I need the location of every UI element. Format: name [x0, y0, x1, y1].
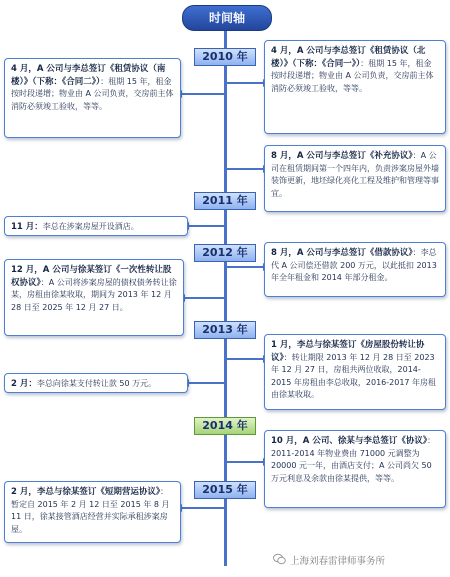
event-body: ：租期 15 年，租金按时段递增；物业由 A 公司负责，交房前主体消防必须竣工验收，等等。 [11, 76, 174, 111]
event-box [264, 40, 446, 134]
connector-e2 [227, 82, 264, 84]
year-2013: 2013 年 [194, 321, 256, 339]
event-heading: 4 月，A 公司与李总签订《租赁协议（北楼）》（下称：《合同一》） [271, 46, 426, 69]
year-2011: 2011 年 [194, 192, 256, 210]
event-body: ：2011-2014 年物业费由 71000 元调整为 20000 元一年，由酒店支付；A 公司尚欠 50 万元利息及余款由徐某提供，等等。 [271, 436, 436, 483]
event-body: ：暂定自 2015 年 2 月 12 日至 2015 年 8 月 11 日，徐某接管酒店经营并实际承租涉案房屋。 [11, 487, 170, 534]
connector-e6 [184, 297, 224, 299]
event-box [264, 145, 446, 212]
event-box [4, 216, 188, 236]
event-box [264, 334, 446, 410]
watermark-text: 上海刘春雷律师事务所 [290, 556, 386, 567]
event-heading: 8 月，A 公司与李总签订《补充协议》 [271, 151, 413, 161]
connector-e1 [181, 93, 224, 95]
event-box [264, 430, 446, 508]
event-body: ：租期 15 年，租金按时段递增；物业由 A 公司负责，交房前主体消防必须竣工验收，等等。 [271, 58, 434, 93]
connector-e7 [227, 358, 264, 360]
connector-e8 [188, 382, 224, 384]
event-body: 李总在涉案房屋开设酒店。 [42, 222, 139, 231]
event-box [4, 481, 181, 543]
event-box [264, 242, 446, 297]
event-heading: 11 月： [11, 222, 43, 232]
event-heading: 12 月，A 公司与徐某签订《一次性转让股权协议》 [11, 265, 172, 288]
event-heading: 4 月，A 公司与李总签订《租赁协议（南楼）》（下称：《合同二》） [11, 64, 166, 87]
year-2014: 2014 年 [194, 417, 256, 435]
event-heading: 2 月： [11, 379, 37, 389]
event-body: ：A 公司在租赁期间第一个四年内，负责涉案房屋外墙装饰更新，地坯绿化亮化工程及维护和管理等事宜。 [271, 151, 439, 198]
event-body: ：转让期限 2013 年 12 月 28 日至 2023 年 12 月 27 日，房租共两位收取，2014-2015 年房租由李总收取，2016-2017 年房租由徐某收取。 [271, 352, 437, 399]
event-heading: 10 月，A 公司、徐某与李总签订《协议》 [271, 436, 428, 446]
connector-e3 [227, 168, 264, 170]
year-2010: 2010 年 [194, 48, 256, 66]
event-body: 李总向徐某支付转让款 50 万元。 [36, 379, 157, 388]
event-body: ：A 公司将涉案房屋的债权债务转让徐某，房租由徐某收取，期间为 2013 年 12 月 28 日至 2025 年 12 月 27 日。 [11, 277, 177, 312]
event-heading: 8 月，A 公司与李总签订《借款协议》 [271, 248, 413, 258]
timeline-title: 时间轴 [182, 5, 272, 31]
event-box [4, 259, 184, 336]
connector-e5 [227, 266, 264, 268]
connector-e10 [181, 507, 224, 509]
connector-e9 [227, 461, 264, 463]
connector-e4 [188, 225, 224, 227]
event-heading: 2 月，李总与徐某签订《短期营运协议》 [11, 487, 161, 497]
year-2012: 2012 年 [194, 244, 256, 262]
event-heading: 1 月，李总与徐某签订《房屋股份转让协议》 [271, 340, 425, 363]
event-box [4, 58, 181, 138]
event-box [4, 373, 188, 393]
wechat-icon [273, 553, 286, 565]
event-body: ：李总代 A 公司偿还借款 200 万元，以此抵扣 2013 年全年租金和 2014 年部分租金。 [271, 248, 437, 282]
year-2015: 2015 年 [194, 481, 256, 499]
